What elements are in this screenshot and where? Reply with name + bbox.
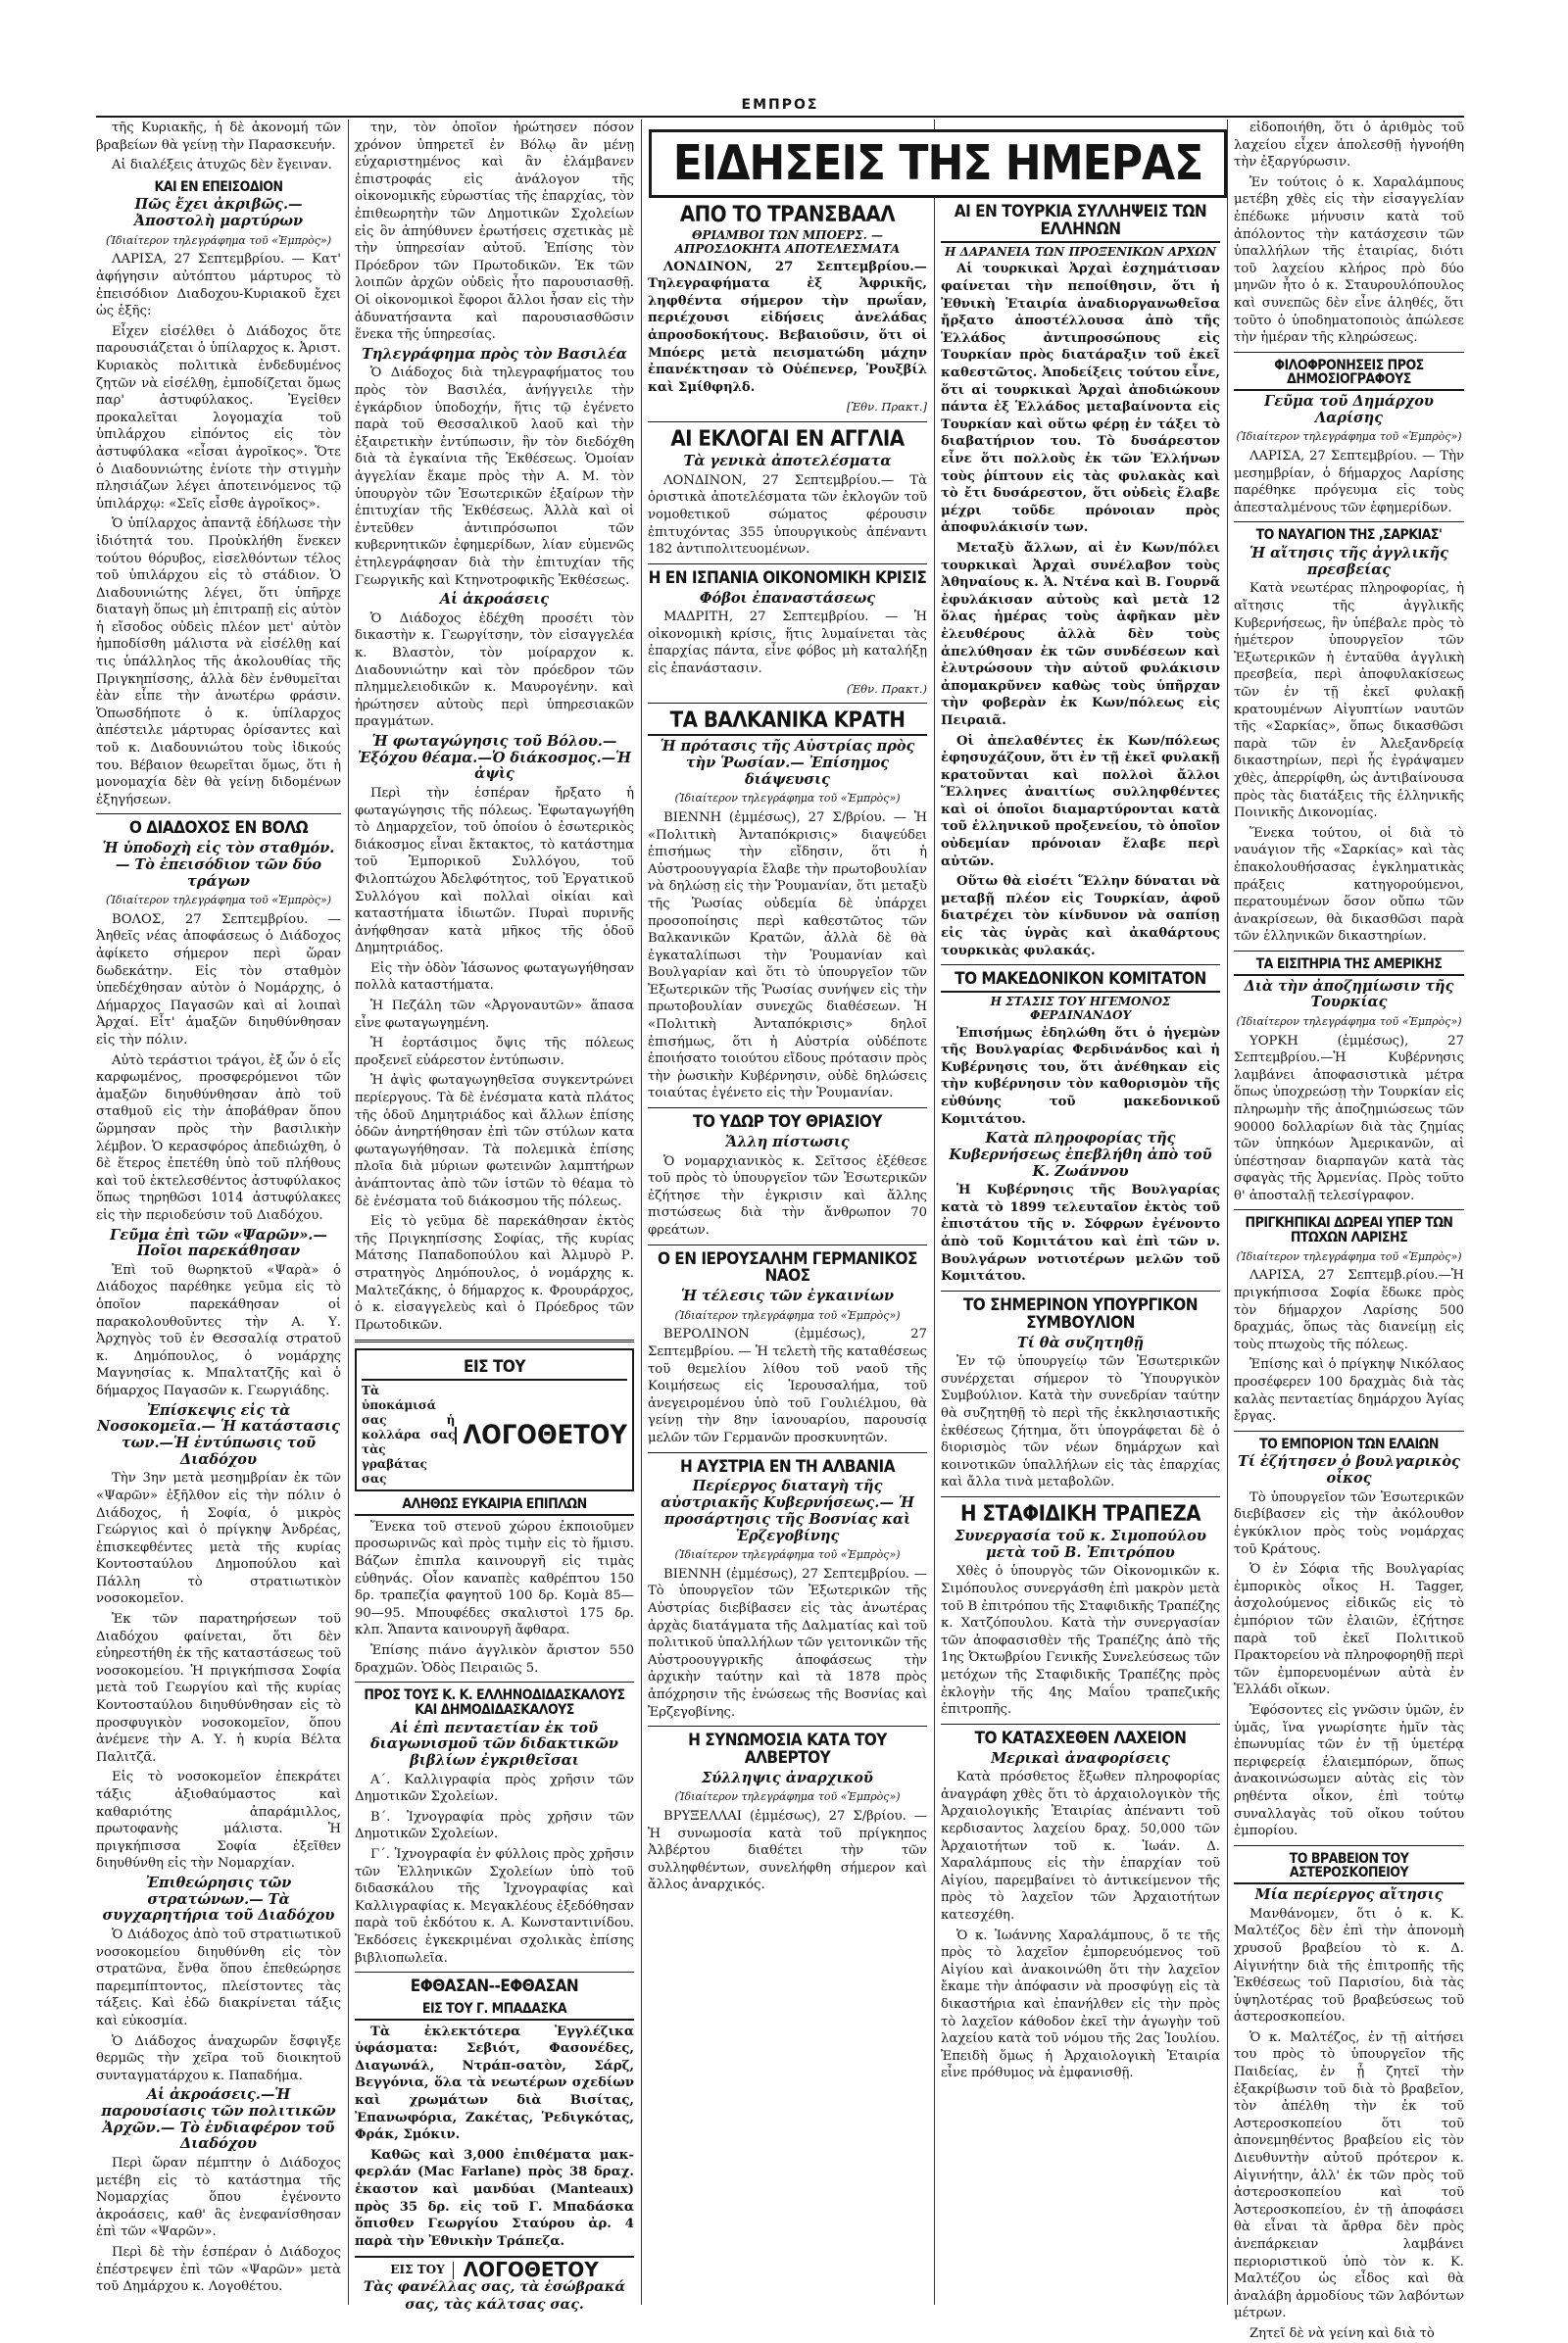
column-5 [1234, 120, 1464, 2341]
source-credit: (Ἐθν. Πρακτ.) [846, 681, 927, 696]
divider [648, 1107, 927, 1108]
headline: ΤΟ ΥΔΩΡ ΤΟΥ ΘΡΙΑΣΙΟΥ [693, 1112, 882, 1133]
subheadline: Η ΣΤΑΣΙΣ ΤΟΥ ΗΓΕΜΟΝΟΣ ΦΕΡΔΙΝΑΝΔΟΥ [990, 995, 1171, 1022]
divider [1234, 1845, 1464, 1846]
paragraph: Ἡ Κυβέρνησις τῆς Βουλγαρίας κατὰ τὸ 1899 τελευταῖον ἐκτὸς τοῦ ἐπιστάτου τῆς ν. Σόφρων ἐγένοντο ἀπὸ τοῦ Κομιτάτου καὶ ἐπὶ τῶν ν. Βουλγάρων νοτιοτέρων μελῶν τοῦ Κομιτάτου. [941, 1183, 1220, 1285]
subheadline: Μερικαὶ ἀναφορίσεις [991, 1749, 1170, 1767]
telegram-credit: (Ἰδιαίτερον τηλεγράφημα τοῦ «Ἐμπρὸς») [1236, 430, 1462, 444]
divider [648, 563, 927, 564]
subheadline: Αἱ ἐπὶ πενταετίαν ἐκ τοῦ διαγωνισμοῦ τῶν διδακτικῶν βιβλίων ἐγκριθεῖσαι [370, 1719, 618, 1769]
paragraph: ΒΡΥΞΕΛΛΑΙ (ἐμμέσως), 27 Σ/βρίου. — Ἡ συνωμοσία κατὰ τοῦ πρίγκηπος Ἀλβέρτου διαθέτει τὴν τῶν συλληφθέντων, συνελήφθη σήμερον καὶ ἄλλος ἀναρχικός. [648, 1809, 927, 1893]
subheadline: Η ΔΑΡΑΝΕΙΑ ΤΩΝ ΠΡΟΞΕΝΙΚΩΝ ΑΡΧΩΝ [945, 244, 1216, 259]
headline: ΤΑ ΕΙΣΙΤΗΡΙΑ ΤΗΣ ΑΜΕΡΙΚΗΣ [1234, 957, 1464, 976]
column-1 [96, 120, 341, 2305]
paragraph: ΛΑΡΙΣΑ, 27 Σεπτεμβρίου. — Κατ' ἀφήγησιν αὐτόπτου μάρτυρος τὸ ἐπεισόδιον Διαδοχου-Κυριακοῦ ἔχει ὡς ἑξῆς: [96, 252, 341, 319]
divider [941, 1291, 1220, 1292]
telegram-credit: (Ἰδιαίτερον τηλεγράφημα τοῦ «Ἐμπρὸς») [674, 1790, 901, 1804]
column-rule [641, 120, 642, 2305]
paragraph: ΒΕΡΟΛΙΝΟΝ (ἐμμέσως), 27 Σεπτεμβρίου. — Ἡ τελετὴ τῆς καταθέσεως τοῦ θεμελίου λίθου τοῦ ναοῦ τῆς Κοιμήσεως εἰς Ἱερουσαλήμα, τοῦ ἀνεγειρομένου ὑπὸ τοῦ Γουλιέλμου, θὰ γείνῃ τὴν 8ην ἰανουαρίου, παρουσίᾳ μελῶν τῶν Γερμανῶν προσκυνητῶν. [648, 1327, 927, 1446]
subheadline: Πῶς ἔχει ἀκριβῶς.—Ἀποστολὴ μαρτύρων [133, 196, 304, 230]
paragraph: Περὶ τὴν ἑσπέραν ἤρξατο ἡ φωταγώγησις τῆς πόλεως. Ἐφωταγωγήθη τὸ Δημαρχεῖον, τοῦ ὁποίου ὁ ἐσωτερικὸς διάκοσμος εἶναι ἔκτακτος, τὸ κατάστημα τοῦ Ἐμπορικοῦ Συλλόγου, τοῦ Φιλοπτώχου Ἀδελφότητος, τοῦ Ἐργατικοῦ Συλλόγου καὶ πολλαὶ οἰκίαι καὶ καταστήματα ἰδιωτῶν. Πυραὶ πυρινῆς ἀνήφθησαν κατὰ μῆκος τῆς ὁδοῦ Δημητριάδος. [355, 785, 634, 956]
column-4 [941, 198, 1220, 2305]
advertisement-logothetou [355, 1348, 634, 1491]
subheadline: Ἡ πρότασις τῆς Αὐστρίας πρὸς τὴν Ῥωσίαν.— Ἐπίσημος διάψευσις [660, 738, 915, 788]
paragraph: Ὁ ὑπίλαρχος ἀπαντᾷ ἐδήλωσε τὴν ἰδιότητά του. Προὐκλήθη ἕνεκεν τούτου θόρυβος, εἰσελθόντων τέλος τοῦ ὑπιλάρχου εἰς τὸ στάδιον. Ὁ Διαδουνιώτης λέγει, ὅτι ὑπῆρχε διαταγὴ ὅπως μὴ ἐπιτραπῇ εἰς αὐτὸν ἡ εἴσοδος οὐδεὶς πλέον μετ' αὐτὸν ἠμποδίσθη μάλιστα νὰ εἰσέλθῃ καί τις ὑπάλληλος τῆς ἀκολουθίας τῆς Πριγκηπίσσης, ἀλλὰ δὲν ἐνθυμεῖται ἐὰν εἶπε τὴν ἀνωτέρω φράσιν. Ὁπωσδήποτε ὁ κ. ὑπίλαρχος ἀπέστειλε μάρτυρας ὁρίσαντες καὶ τοῦ κ. Διαδουνιώτου τοὺς ἰδικούς του. Βέβαιον θεωρεῖται ὅμως, ὅτι ἡ μονομαχία δὲν θὰ γείνῃ διδομένων ἐξηγήσεων. [96, 516, 341, 807]
headline: Η ΣΥΝΩΜΟΣΙΑ ΚΑΤΑ ΤΟΥ ΑΛΒΕΡΤΟΥ [688, 1731, 887, 1768]
paragraph: Ἐπίσης καὶ ὁ πρίγκηψ Νικόλαος προσέφερεν 100 δραχμὰς διὰ τὰς καλὰς πενταετίας δημάρχου Ἀγίας ἔργας. [1234, 1357, 1464, 1425]
paragraph: Γ΄. Ἰχνογραφία ἐν φύλλοις πρὸς χρῆσιν τῶν Ἑλληνικῶν Σχολείων ὑπὸ τοῦ διδασκάλου τῆς Ἰχνογραφίας καὶ Καλλιγραφίας κ. Μεγακλέους ἐξεδόθησαν παρὰ τοῦ ἐκδότου κ. Α. Κωνσταντινίδου. Ἐκδόσεις ἐγκεκριμέναι σχολικὰς ἐπίσης βιβλιοπωλεῖα. [355, 1847, 634, 1966]
subheadline: Περίεργος διαταγὴ τῆς αὐστριακῆς Κυβερνήσεως.— Ἡ προσάρτησις τῆς Βοσνίας καὶ Ἐρζεγοβίνης [661, 1478, 914, 1544]
banner-title: ΕΙΔΗΣΕΙΣ ΤΗΣ ΗΜΕΡΑΣ [672, 135, 1203, 191]
subheadline: Συνεργασία τοῦ κ. Σιμοπούλου μετὰ τοῦ Β. Ἐπιτρόπου [955, 1528, 1206, 1561]
ad-brand: ΛΟΓΟΘΕΤΟΥ [463, 2258, 599, 2282]
subheadline: Τί θὰ συζητηθῇ [1016, 1334, 1145, 1351]
telegram-credit: (Ἰδιαίτερον τηλεγράφημα τοῦ «Ἐμπρὸς») [1236, 1014, 1462, 1028]
subheadline: Φόβοι ἐπαναστάσεως [699, 589, 876, 607]
subheadline: Ἡ ὑποδοχὴ εἰς τὸν σταθμόν.— Τὸ ἐπεισόδιον τῶν δύο τράγων [102, 840, 335, 890]
ad-body [362, 1384, 627, 1487]
paragraph: Ἐπισήμως ἐδηλώθη ὅτι ὁ ἡγεμὼν τῆς Βουλγαρίας Φερδινάνδος καὶ ἡ Κυβέρνησις του, ὅτι ἀνέθηκαν εἰς τὴν κυβέρνησιν τὸν καθορισμὸν τῆς εὐθύνης τοῦ μακεδονικοῦ Κομιτάτου. [941, 1025, 1220, 1127]
paragraph: ΛΑΡΙΣΑ, 27 Σεπτεμβρίου. — Τὴν μεσημβρίαν, ὁ δήμαρχος Λαρίσης παρέθηκε πρόγευμα εἰς τοὺς ἀπεσταλμένους τῶν ἐφημερίδων. [1234, 449, 1464, 515]
telegram-credit: (Ἰδιαίτερον τηλεγράφημα τοῦ «Ἐμπρὸς») [674, 1308, 901, 1322]
paragraph: την, τὸν ὁποῖον ἠρώτησεν πόσον χρόνον ὑπηρετεῖ ἐν Βόλῳ ἂν μένῃ εὐχαριστημένος καὶ ἂν ἐλάμβανεν ἐπιστροφάς εἰς ἀνάλογον τῆς οἰκονομικῆς εὐρωστίας τῆς ἐπαρχίας, τὸν ἐπιθεωρητὴν τῶν Δημοτικῶν Σχολείων εἰς ὃν ἀπηύθυνεν ἐρωτήσεις σχετικὰς μὲ τὴν ὑπηρεσίαν αὐτοῦ. Ἐπίσης τὸν Πρόεδρον τῶν Πρωτοδικῶν. Ἐκ τῶν λοιπῶν ἀρχῶν οὐδεὶς ἦτο παρουσιασθῇ. Οἱ οἰκονομικοὶ ἔφοροι ἄλλοι ἦσαν εἰς τὴν ἀδυνατήσαντα καὶ παρουσιασθῶσιν ἕνεκα τῆς ὑπηρεσίας. [355, 121, 634, 343]
paragraph: τῆς Κυριακῆς, ἡ δὲ ἀκονομή τῶν βραβείων θὰ γείνῃ τὴν Παρασκευήν. [96, 121, 341, 153]
subheadline: Ἡ τέλεσις τῶν ἐγκαινίων [680, 1288, 895, 1305]
subheadline: Ἐπιθεώρησις τῶν στρατώνων.— Τὰ συγχαρητήρια τοῦ Διαδόχου [102, 1874, 335, 1925]
subheadline: Ἄλλη πίστωσις [725, 1133, 850, 1150]
paragraph: Κατὰ νεωτέρας πληροφορίας, ἡ αἴτησις τῆς ἀγγλικῆς Κυβερνήσεως, ἣν ὑπέβαλε πρὸς τὸ ἡμέτερον ὑπουργεῖον τῶν Ἐξωτερικῶν ἡ ἐνταῦθα ἀγγλικὴ πρεσβεία, περὶ ἀποφυλακίσεως τῶν ἐν τῇ ἐκεῖ φυλακῇ κρατουμένων Αἰγυπτίων ναυτῶν τῆς «Σαρκίας», ὅπως δικασθῶσι παρὰ τῶν ἐν Ἀλεξανδρείᾳ δικαστηρίων, περὶ ἧς ἐγράψαμεν χθὲς, ἀπερρίφθη, ὡς ἀντιβαίνουσα πρὸς τὰς διατάξεις τῆς ἑλληνικῆς Ποινικῆς Δικονομίας. [1234, 581, 1464, 821]
subheadline: Γεῦμα τοῦ Δημάρχου Λαρίσης [1263, 393, 1434, 426]
subheadline: Διὰ τὴν ἀποζημίωσιν τῆς Τουρκίας [1244, 977, 1454, 1011]
headline: ΤΟ ΜΑΚΕΔΟΝΙΚΟΝ ΚΟΜΙΤΑΤΟΝ [941, 971, 1220, 993]
telegram-credit: (Ἰδιαίτερον τηλεγράφημα τοῦ «Ἐμπρὸς») [105, 894, 331, 907]
paragraph: ΥΟΡΚΗ (ἐμμέσως), 27 Σεπτεμβρίου.—Ἡ Κυβέρνησις λαμβάνει ἀποφασιστικὰ μέτρα ὅπως ὑποχρεώσῃ τὴν Τουρκίαν εἰς πληρωμὴν τῆς ἀποζημιώσεως τῶν 90000 δολλαρίων διὰ τὰς ζημίας τῶν ὑπηκόων Ἀμερικανῶν, αἱ ὑπέστησαν διαρπαγῶν κατὰ τὰς σφαγὰς τῆς Ἀρμενίας. Πρὸς τοῦτο θ' ἀποσταλῇ τελεσίγραφον. [1234, 1033, 1464, 1203]
paragraph: Τὸ ὑπουργεῖον τῶν Ἐσωτερικῶν διεβίβασεν εἰς τὴν ἀκόλουθον ἐγκύκλιον πρὸς τοὺς νομάρχας τοῦ Κράτους. [1234, 1489, 1464, 1557]
paragraph: Ἐν τῷ ὑπουργείῳ τῶν Ἐσωτερικῶν συνέρχεται σήμερον τὸ Ὑπουργικὸν Συμβούλιον. Κατὰ τὴν συνεδρίαν ταύτην θὰ συζητηθῇ τὸ περὶ τῆς ἐκκλησιαστικῆς ἐκθέσεως ζήτημα, ὅτι ὑπογράφεται δὲ ὁ διορισμὸς τῶν νέων δημάρχων καὶ κοινοτικῶν ὑπαλλήλων εἰς τὰς ἐπαρχίας καὶ ἄλλα τινὰ μεταβολῶν. [941, 1354, 1220, 1490]
paragraph: Ὁ Διάδοχος ἀπὸ τοῦ στρατιωτικοῦ νοσοκομείου διηυθύνθη εἰς τὸν στρατῶνα, ἔνθα ὅπου ἐπεθεώρησε παρεμπίπτοντος, πλείστοντες τὰς τάξεις. Καὶ ἐδῶ διακρίνεται τάξις καὶ εὐκοσμία. [96, 1928, 341, 2028]
column-rule [348, 120, 349, 2305]
subheadline: Τί ἐζήτησεν ὁ βουλγαρικὸς οἶκος [1238, 1453, 1460, 1488]
paragraph: Ἕνεκα τούτου, οἱ διὰ τὸ ναυάγιον τῆς «Σαρκίας» καὶ τὰς ἐπακολουθήσασας ἐγκληματικὰς πράξεις κατηγορούμενοι, περατουμένων ὅσον οὔπω τῶν ἀνακρίσεων, θὰ δικασθῶσι παρὰ τῶν ἑλληνικῶν δικαστηρίων. [1234, 825, 1464, 945]
subheadline: ΘΡΙΑΜΒΟΙ ΤΩΝ ΜΠΟΕΡΣ. — ΑΠΡΟΣΔΟΚΗΤΑ ΑΠΟΤΕΛΕΣΜΑΤΑ [674, 228, 901, 256]
paragraph: Ὁ κ. Μαλτέζος, ἐν τῇ αἰτήσει του πρὸς τὸ ὑπουργεῖον τῆς Παιδείας, ἐν ᾗ ζητεῖ τὴν ἐξακρίβωσιν τοῦ διὰ τὸ βραβεῖον, τὸν ἀπέλθη τὴν ἐκ τοῦ Αστεροσκοπείου ὅτι τοῦ ἀπονεμηθέντος βραβείου εἰς τὸν Διευθυντὴν αὐτοῦ πρότερον κ. Αἰγινήτην, ἀλλ' ἐκ τῶν πρὸς τοῦ ἀστεροσκοπείου καὶ τοῦ Ἀστεροσκοπείου, ἐν τῇ ἀποφάσει θὰ εἶναι τὰ ἄρθρα δὲν πρὸς ἀνεπάρκειαν λαμβάνει περιοριστικοῦ ὑπὸ τὸν κ. Κ. Μαλτέζου ὡς εἶδος καὶ θὰ ἀναλάβη ἀρμοδίους τῶν λαβόντων μέτρων. [1234, 2029, 1464, 2321]
telegram-credit: (Ἰδιαίτερον τηλεγράφημα τοῦ «Ἐμπρὸς») [1236, 1249, 1462, 1263]
telegram-credit: (Ἰδιαίτερον τηλεγράφημα τοῦ «Ἐμπρὸς») [105, 233, 331, 247]
subheadline: Αἱ ἀκροάσεις.—Ἡ παρουσίασις τῶν πολιτικῶν Ἀρχῶν.— Τὸ ἐνδιαφέρον τοῦ Διαδόχου [101, 2086, 336, 2153]
divider [1234, 1209, 1464, 1210]
paragraph: Αἱ διαλέξεις ἀτυχῶς δὲν ἔγειναν. [112, 158, 332, 173]
paragraph: ΒΙΕΝΝΗ (ἐμμέσως), 27 Σ/βρίου. — Ἡ «Πολιτικὴ Ἀνταπόκρισις» διαψεύδει ἐπισήμως τὴν εἴδησιν, ὅτι ἡ Αὐστροουγγαρία ἔλαβε τὴν πρωτοβουλίαν νὰ δηλώσῃ εἰς τὴν Ῥουμανίαν, ὅτι μεταξὺ τῆς Ῥωσίας οὐδεμία δὲ ὑπάρχει προσοποίησις περὶ καθεστῶτος τῶν Βαλκανικῶν Κρατῶν, ἀλλὰ δὲ θὰ ἐγκαταλίπωσι τὴν Ῥουμανίαν καὶ Βουλγαρίαν καὶ ὅτι τὸ ὑπουργεῖον τῶν Ἐξωτερικῶν τῆς Ῥωσίας συνήψεν εἰς τὴν πρωτοβουλίαν συνεχῶς διαθέσεων. Ἡ «Πολιτικὴ Ἀνταπόκρισις» δηλοῖ ἐπισήμως, ὅτι ἡ Αὐστρία οὐδέποτε ἐποιήσατο τοιούτου εἴδους πρότασιν πρὸς τὴν ῥωσικὴν Κυβέρνησιν, οὐδὲ δηλώσεις τοιαύτας ἐγένετο εἰς τὴν Ῥουμανίαν. [648, 809, 927, 1101]
headline: Η ΕΝ ΙΣΠΑΝΙΑ ΟΙΚΟΝΟΜΙΚΗ ΚΡΙΣΙΣ [648, 567, 927, 588]
paragraph: Οἱ ἀπελαθέντες ἐκ Κων/πόλεως ἐφησυχάζουν, ὅτι ἐν τῇ ἐκεῖ φυλακῇ κρατοῦνται καὶ πολλοὶ ἄλλοι Ἕλληνες ἀναιτίως συλληφθέντες καὶ οἱ ὁποῖοι διαμαρτύρονται κατὰ τοῦ ἑλληνικοῦ προξενείου, τὸ ὁποῖον οὐδεμίαν πρόνοιαν ἔλαβε περὶ αὐτῶν. [941, 733, 1220, 869]
paragraph: Τὰ ἐκλεκτότερα Ἐγγλέζικα ὑφάσματα: Σεβιότ, Φασονέδες, Διαγωνάλ, Ντράπ-σατὸν, Σάρζ, Βεγγόνια, ὅλα τὰ νεωτέρων σχεδίων καὶ χρωμάτων διὰ Βισίτας, Ἐπανωφόρια, Ζακέτας, Ῥεδιγκότας, Φράκ, Σμόκιν. [355, 2024, 634, 2143]
divider [941, 964, 1220, 965]
source-credit: [Ἐθν. Πρακτ.] [846, 400, 927, 415]
divider [355, 1340, 634, 1342]
divider [941, 1724, 1220, 1725]
headline: ΠΡΙΓΚΗΠΙΚΑΙ ΔΩΡΕΑΙ ΥΠΕΡ ΤΩΝ ΠΤΩΧΩΝ ΛΑΡΙΣΗΣ [1245, 1215, 1453, 1246]
section-banner [649, 129, 1227, 198]
paragraph: Εἰς τὸ νοσοκομεῖον ἐπεκράτει τάξις ἀξιοθαύμαστος καὶ καθαριότης ἀπαράμιλλος, πρωτοφανὴς μάλιστα. Ἡ πριγκήπισσα Σοφία ἐξεῖθεν διηυθύνθη εἰς τὴν Νομαρχίαν. [96, 1770, 341, 1872]
paragraph: Αἱ τουρκικαὶ Ἀρχαὶ ἐσχημάτισαν φαίνεται τὴν πεποίθησιν, ὅτι ἡ Ἐθνικὴ Ἑταιρία ἀναδιοργανωθεῖσα ἤρξατο ἀποστέλλουσα ἀπὸ τῆς Ἑλλάδος ἀντιπροσώπους εἰς Τουρκίαν πρὸς διατάραξιν τοῦ ἐκεῖ καθεστῶτος. Ἀποδείξεις τούτου εἶνε, ὅτι αἱ τουρκικαὶ Ἀρχαὶ ἀποδιώκουν πάντα ἐξ Ἑλλάδος μεταβαίνοντα εἰς Τουρκίαν καὶ οὕτω φέρῃ ἐν τάξει τὸ διαβατήριον του. Τὸ δυσάρεστον εἶνε ὅτι πολλοὺς ἐκ τῶν Ἑλλήνων τοὺς ῥίπτουν εἰς τὰς φυλακὰς καὶ τὸ ἔτι δυσάρεστον, ὅτι οὐδεὶς ἔλαβε μέχρι τοῦδε πρόνοιαν πρὸς ἀποφυλάκισίν των. [941, 262, 1220, 536]
divider [355, 1682, 634, 1683]
headline: ΕΦΘΑΣΑΝ--ΕΦΘΑΣΑΝ [410, 1977, 579, 1997]
headline: ΤΟ ΕΜΠΟΡΙΟΝ ΤΩΝ ΕΛΑΙΩΝ [1259, 1436, 1439, 1452]
column-2 [355, 120, 634, 2313]
headline: ΤΑ ΒΑΛΚΑΝΙΚΑ ΚΡΑΤΗ [648, 709, 927, 736]
paragraph: Χθὲς ὁ ὑπουργὸς τῶν Οἰκονομικῶν κ. Σιμόπουλος συνεργάσθη ἐπὶ μακρὸν μετὰ τοῦ Β ἐπιτρόπου τῆς Σταφιδικῆς Τραπέζης κ. Χατζόπουλου. Κατὰ τὴν συνεργασίαν τῶν ἀποφασισθὲν τῆς Τραπέζης ἀπὸ τῆς 1ης Ὀκτωβρίου Γενικῆς Συνελεύσεως τῶν μετόχων τῆς Σταφιδικῆς Τραπέζης πρὸς ἐκλογὴν τῆς 4ης Μαΐου τραπεζικῆς ἐπιτροπῆς. [941, 1564, 1220, 1718]
paragraph: Ὁ Διάδοχος ἐδέχθη προσέτι τὸν δικαστὴν κ. Γεωργίτσην, τὸν εἰσαγγελέα κ. Βλαστὸν, τὸν μοίραρχον κ. Διαδουνιώτην καὶ τὸν πρόεδρον τῶν πλημμελειοδικῶν κ. Μαυρογένην. καὶ ἠρώτησεν αὐτοὺς περὶ ὑπηρεσιακῶν πραγμάτων. [355, 610, 634, 730]
ad-text: Τὰ ὑποκάμισά σας ἡ κολλάρα σας τὰς γραβάτας σας [362, 1384, 456, 1487]
paragraph: Ἐν τούτοις ὁ κ. Χαραλάμπους μετέβη χθὲς εἰς τὴν εἰσαγγελίαν ἐπέδωκε μήνυσιν κατὰ τοῦ ἀπόλοντος τὴν κατάσχεσιν τῶν ὑπαλλήλων τῆς ἑταιρίας, διότι τοῦ λαχείου κλήρος πρὸ δύο μηνῶν ἦτο ὁ κ. Σταυρουλόπουλος καὶ συνεπῶς δὲν εἶνε ἀληθές, ὅτι τοῦτο ὁ ὑποδηματοποιὸς ἀπώλεσε τὴν ἡμέραν τῆς κληρώσεως. [1234, 174, 1464, 346]
paragraph: ΛΑΡΙΣΑ, 27 Σεπτεμβ.ρίου.—Ἡ πριγκήπισσα Σοφία ἔδωκε πρὸς τὸν δήμαρχον Λαρίσης 500 δραχμάς, ὅπως τὰς διανείμῃ εἰς τοὺς πτωχοὺς τῆς πόλεως. [1234, 1268, 1464, 1352]
headline: ΑΙ ΕΝ ΤΟΥΡΚΙΑ ΣΥΛΛΗΨΕΙΣ ΤΩΝ ΕΛΛΗΝΩΝ [941, 204, 1220, 243]
headline: Η ΑΥΣΤΡΙΑ ΕΝ ΤΗ ΑΛΒΑΝΙΑ [679, 1456, 896, 1477]
divider [96, 813, 341, 814]
paragraph: Εἰς τὴν ὁδὸν Ἰάσωνος φωταγωγήθησαν πολλὰ καταστήματα. [355, 960, 634, 994]
paragraph: Ὁ νομαρχιανικὸς κ. Σεῖτσος ἐξέθεσε τοῦ πρὸς τὸ ὑπουργεῖον τῶν Ἐσωτερικῶν ἐζήτησε τὴν ἐγκρισιν καὶ ἄλλης πιστώσεως διὰ τὴν ἄνθρωπον 70 φρεάτων. [648, 1153, 927, 1238]
subheadline: Γεῦμα ἐπὶ τῶν «Ψαρῶν».— Ποῖοι παρεκάθησαν [110, 1226, 327, 1260]
column-3 [648, 198, 927, 2305]
paragraph: Ὁ κ. Ἰωάννης Χαραλάμπους, ὅ τε τῆς πρὸς τὸ λαχεῖον ἐμπορευόμενος τοῦ Αἰγίου καὶ ἀνακοινώθη ὅτι τὴν λαχεῖον ἔκαμε τὴν ἀπόφασιν νὰ προσφύγῃ εἰς τὰ δικαστήρια καὶ ἐπανήλθεν εἰς τὴν πρὸς τὸ λαχεῖον κάθοδον ἐκεῖ τὴν ἀγωγὴν τοῦ λαχείου κατὰ τοῦ νόμου τῆς 2ας Ἰουλίου. Ἐπειδὴ ὅμως ἡ Ἀρχαιολογικὴ Ἑταιρία εἶνε πρόθυμος νὰ ἐμφανισθῇ. [941, 1928, 1220, 2081]
ad-heading: ΕΙΣ ΤΟΥ [362, 1359, 627, 1381]
headline: Η ΣΤΑΦΙΔΙΚΗ ΤΡΑΠΕΖΑ [959, 1501, 1201, 1527]
subheadline: Μία περίεργος αἴτησις [1254, 1886, 1444, 1904]
divider [648, 1452, 927, 1453]
paragraph: Ὁ ἐν Σόφια τῆς Βουλγαρίας ἐμπορικὸς οἶκος Η. Tagger, ἀσχολούμενος εἰδικῶς εἰς τὸ ἐμπόριον τῶν ἐλαιῶν, ἐζήτησε παρὰ τοῦ ἐκεῖ Πολιτικοῦ Πρακτορείου νὰ πληροφορηθῇ περὶ τῶν ἐμπορευομένων αὐτὰ ἐν Ἑλλάδι οἴκων. [1234, 1562, 1464, 1698]
ad-prefix: ΕΙΣ ΤΟΥ [390, 2262, 453, 2279]
paragraph: Ἡ ἑορτάσιμος ὄψις τῆς πόλεως προξενεῖ εὐάρεστον ἐντύπωσιν. [355, 1036, 634, 1068]
paragraph: Αὐτὸ τεράστιοι τράγοι, ἐξ ὧν ὁ εἷς καρφωμένος, προσφερόμενοι τῶν ἁμαξῶν διηυθύνθησαν ἀπὸ τοῦ σταθμοῦ εἰς τὴν ἀποβάθραν ὅπου ὥρμησαν πρὸς τὴν βασιλικὴν λέμβον. Ὁ κερασφόρος ἀπεδιώχθη, ὁ δὲ ἕτερος ἐπετέθη ὑπὸ τοῦ πλήθους καὶ τοῦ ἐκτελεσθέντος ἀστυφύλακος ὅπως τηρηθῶσι 1014 ἀστυφύλακες εἰς τὴν περιοδεύσιν τοῦ Διαδόχου. [96, 1052, 341, 1223]
paragraph: Ἕνεκα τοῦ στενοῦ χώρου ἐκποιοῦμεν προσωρινῶς καὶ πρὸς τιμὴν εἰς τὸ ἥμισυ. Βάζων ἐπιπλα καινουργῆ εἰς τιμὰς εὐθηνάς. Οἶον καναπὲς καθρέπτου 150 δρ. τραπεζία φαγητοῦ 100 δρ. Κομὰ 85—90—95. Μπουφέδες σκαλιστοὶ 175 δρ. κλπ. Ἅπαντα καινουργῆ ἄφθαρα. [355, 1519, 634, 1638]
paragraph: Ἐκ τῶν παρατηρήσεων τοῦ Διαδόχου φαίνεται, ὅτι δὲν εὐηρεστήθη ἐκ τῆς καταστάσεως τοῦ νοσοκομείου. Ἡ πριγκήπισσα Σοφία μετὰ τοῦ Γεωργίου καὶ τῆς κυρίας Κοντοσταύλου διηυθύνθησαν εἰς τὸ προσφυγικὸν νοσοκομεῖον, ὅπου ἀνέμενε τὴν Α. Υ. ἡ κυρία Βέλτα Παλιτζᾶ. [96, 1612, 341, 1765]
paragraph: Κατὰ πρόσθετος ἔξωθεν πληροφορίας ἀναγράφη χθὲς ὅτι τὸ ἀρχαιολογικὸν τῆς Ἀρχαιολογικῆς Ἑταιρίας ἀπέναντι τοῦ κερδισαντος λαχείου δραχ. 50,000 τῶν Ἀρχαιοτήτων τοῦ κ. Ἰωάν. Δ. Χαραλάμπους εἰς τὴν ἐπαρχίαν τοῦ Αἰγίου, παρεμβαίνει τὸ ἀντικείμενον τῆς πρὸς τὸ λαχεῖον τῶν Ἀρχαιοτήτων κατεσχέθη. [941, 1770, 1220, 1923]
paragraph: ΛΟΝΔΙΝΟΝ, 27 Σεπτεμβρίου.— Τὰ ὁριστικὰ ἀποτελέσματα τῶν ἐκλογῶν τοῦ νομοθετικοῦ σώματος φέρουσιν ἐπιτυχόντας 355 ὑπουργικοὺς ἀπέναντι 182 ἀντιπολιτευομένων. [648, 472, 927, 558]
divider [355, 1972, 634, 1973]
paragraph: Τὴν 3ην μετὰ μεσημβρίαν ἐκ τῶν «Ψαρῶν» ἐξῆλθον εἰς τὴν πόλιν ὁ Διάδοχος, ἡ Σοφία, ὁ μικρὸς Γεώργιος καὶ ὁ πρίγκηψ Ἀνδρέας, ἐπισκεφθέντες μετὰ τῆς κυρίας Κοντοσταύλου Δημοπούλου καὶ Πάλλη τὸ στρατιωτικὸν νοσοκομεῖον. [96, 1471, 341, 1607]
headline: ΤΟ ΚΑΤΑΣΧΕΘΕΝ ΛΑΧΕΙΟΝ [974, 1728, 1187, 1748]
paragraph: Ὁ Διάδοχος ἀναχωρῶν ἔσφιγξε θερμῶς τὴν χεῖρα τοῦ διοικητοῦ συνταγματάρχου κ. Παπαδήμα. [96, 2033, 341, 2083]
headline: ΠΡΟΣ ΤΟΥΣ Κ. Κ. ΕΛΛΗΝΟΔΙΔΑΣΚΑΛΟΥΣ ΚΑΙ ΔΗΜΟΔΙΔΑΣΚΑΛΟΥΣ [364, 1687, 625, 1718]
divider [1234, 951, 1464, 952]
paragraph: Μανθάνομεν, ὅτι ὁ κ. Κ. Μαλτέζος δὲν ἐπὶ τὴν ἀπονομὴ χρυσοῦ βραβείου τὸ κ. Δ. Αἰγινήτην διὰ τῆς ἐπιτροπῆς τῆς Ἐκθέσεως τοῦ Παρισίου, διὰ τὰς ὑψηλοτέρας τοῦ βραβεύσεως τοῦ ἀστεροσκοπείου. [1234, 1906, 1464, 2026]
masthead-title: ΕΜΠΡΟΣ [741, 97, 819, 113]
subheadline: Τηλεγράφημα πρὸς τὸν Βασιλέα [362, 345, 627, 363]
divider [1234, 1431, 1464, 1432]
telegram-credit: (Ἰδιαίτερον τηλεγράφημα τοῦ «Ἐμπρὸς») [674, 1548, 901, 1562]
column-rule [934, 120, 935, 2305]
paragraph: Εἶχεν εἰσέλθει ὁ Διάδοχος ὅτε παρουσιάζεται ὁ ὑπίλαρχος κ. Ἀριστ. Κυριακὸς πολιτικὰ ἐνδεδυμένος ζητῶν νὰ εἰσέλθῃ, ἐμποδίζεται ὅμως παρ' ἀστυφύλακος. Ἐγεἰθεν προκαλεῖται λογομαχία τοῦ ὑπιλάρχου εἰπόντος εἰς τὸν ἀστυφύλακα «εἶσαι ἀγροῖκος». Ὅτε ὁ Διαδουνιώτης ἐνίοτε τὴν στιγμὴν πλησιάζων λέγει ἀποτεινόμενος τῷ ὑπιλάρχῳ: «Σεῖς εἶσθε ἀγροῖκος». [96, 323, 341, 512]
subheadline: Τὰ γενικὰ ἀποτελέσματα [683, 453, 892, 470]
headline: ΚΑΙ ΕΝ ΕΠΕΙΣΟΔΙΟΝ [154, 178, 283, 195]
paragraph: Περὶ ὥραν πέμπτην ὁ Διάδοχος μετέβη εἰς τὸ κατάστημα τῆς Νομαρχίας ὅπου ἐγένοντο ἀκροάσεις, καθ' ἃς ἐνεφανίσθησαν ἐπὶ τῶν «Ψαρῶν». [96, 2156, 341, 2240]
subheadline: Ἡ φωταγώγησις τοῦ Βόλου.— Ἐξόχου θέαμα.—Ὁ διάκοσμος.—Ἡ ἀψὶς [357, 732, 632, 783]
divider [648, 421, 927, 422]
paragraph: Καθῶς καὶ 3,000 ἐπιθέματα μακ-φερλάν (Mac Farlane) πρὸς 38 δραχ. ἑκαστον καὶ μανδύαι (Manteaux) πρὸς 35 δρ. εἰς τοῦ Γ. Μπαδάσκα ὅπισθεν Γεωργίου Σταύρου ἀρ. 4 παρὰ τὴν Ἐθνικὴν Τράπεζα. [355, 2147, 634, 2249]
paragraph: Περὶ δὲ τὴν ἑσπέραν ὁ Διάδοχος ἐπέστρεψεν ἐπὶ τῶν «Ψαρῶν» μετὰ τοῦ Δημάρχου κ. Λογοθέτου. [96, 2245, 341, 2295]
paragraph: Ἐπὶ τοῦ θωρηκτοῦ «Ψαρὰ» ὁ Διάδοχος παρέθηκε γεῦμα εἰς τὸ ὁποῖον παρεκάθησαν οἱ παρακολουθοῦντες τὴν Α. Υ. Ἀρχηγὸς τοῦ ἐν Θεσσαλίᾳ στρατοῦ κ. Δημόπουλος, ὁ νομάρχης Μαγνησίας κ. Μπαλτατζῆς καὶ ὁ δήμαρχος Παγασῶν κ. Γεωργιάδης. [96, 1262, 341, 1399]
headline: ΤΟ ΝΑΥΑΓΙΟΝ ΤΗΣ ,ΣΑΡΚΙΑΣ' [1255, 527, 1443, 544]
paragraph: Ἐφόσοντες εἰς γνῶσιν ὑμῶν, ἐν ὑμᾶς, ἵνα γνωρίσητε ἡμῖν τὰς ἐπωνυμίας τῶν ἐν τῇ ὑμετέρᾳ περιφερείᾳ ἐλαιεμπόρων, ὅπως ἀνακοινώσωμεν αὐτὰς εἰς τὸν ρηθέντα οἶκον, ἐπὶ τούτῳ συναλλαγὰς τοῦ οἴκου τούτου ἐμπορίου. [1234, 1702, 1464, 1839]
paragraph: Β΄. Ἰχνογραφία πρὸς χρῆσιν τῶν Δημοτικῶν Σχολείων. [355, 1809, 634, 1842]
divider [1234, 521, 1464, 522]
subheadline: Κατὰ πληροφορίας τῆς Κυβερνήσεως ἐπεβλήθη ἀπὸ τοῦ Κ. Ζωάννου [949, 1130, 1212, 1180]
subheadline: Ἐπίσκεψις εἰς τὰ Νοσοκομεῖα.— Ἡ κατάστασις των.—Ἡ ἐντύπωσις τοῦ Διαδόχου [96, 1401, 341, 1468]
paragraph: Μεταξὺ ἄλλων, αἱ ἐν Κων/πόλει τουρκικαὶ Ἀρχαὶ συνέλαβον τοὺς Ἀθηναίους κ. Ἀ. Ντένα καὶ Β. Γουρνᾶ ἐφυλάκισαν αὐτοὺς καὶ μετὰ 12 ὅλας ἡμέρας τοὺς ἀφῆκαν μὲν ἐλευθέρους ἀλλὰ δὲν τοὺς ἀπελύθησαν ἐκ τῶν συνδέσεων καὶ ἐλυτρώσουν τὴν αὐτοῦ φυλάκισιν ἀπομακρῦνεν καθὼς τοὺς ὑπῆρχαν τὴν φοβερὰν ἐκ Κων/πόλεως εἰς Πειραιᾶ. [941, 540, 1220, 728]
ad-text: Τὰς φανέλλας σας, τὰ ἐσώβρακά σας, τὰς κάλτσας σας. [363, 2279, 626, 2313]
headline: Ο ΕΝ ΙΕΡΟΥΣΑΛΗΜ ΓΕΡΜΑΝΙΚΟΣ ΝΑΟΣ [657, 1248, 918, 1287]
subheadline: Ἡ αἴτησις τῆς ἀγγλικῆς πρεσβείας [1250, 545, 1448, 578]
paragraph: Ζητεῖ δὲ νὰ γείνη καὶ διὰ τὸ [1250, 2325, 1435, 2341]
headline: ΑΙ ΕΚΛΟΓΑΙ ΕΝ ΑΓΓΛΙΑ [670, 427, 905, 453]
divider [1234, 352, 1464, 353]
paragraph: ΛΟΝΔΙΝΟΝ, 27 Σεπτεμβρίου.— Τηλεγραφήματα ἐξ Ἀφρικῆς, ληφθέντα σήμερον τὴν πρωΐαν, περιέχουσι εἰδήσεις ἀνελάδας ἀπροσδοκήτους. Βεβαιοῦσιν, ὅτι οἱ Μπόερς μετὰ πεισματώδη μάχην ἐπανέκτησαν τὸ Οὐέπενερ, Ῥουξβίλ καὶ Σμίθφηλδ. [648, 259, 927, 395]
paragraph: Ὁ Διάδοχος διὰ τηλεγραφήματος του πρὸς τὸν Βασιλέα, ἀνήγγειλε τὴν ἐγκάρδιον ὑποδοχήν, ἥτις τῷ ἐγένετο παρὰ τοῦ Θεσσαλικοῦ λαοῦ καὶ τὴν ἐξαιρετικὴν ἐντύπωσιν, ἣν τὸν διεδόχθη διὰ τὰ ἐγκαίνια τῆς Ἐκθέσεως. Ὁμοίαν ἀγγελίαν ἔκαμε πρὸς τὴν Α. Μ. τὸν ὑπουργὸν τῶν Ἐσωτερικῶν ἐξαίρων τὴν ἐπιτυχίαν τῆς Ἐκθέσεως. Ἀλλὰ καὶ οἱ ἐντεῦθεν ἀντιπρόσωποι τῶν κυβερνητικῶν ἐφημερίδων, λίαν εὐμενῶς ἐτηλεγράφησαν διὰ τὴν ἐπιτυχίαν τῆς Γεωργικῆς καὶ Κτηνοτροφικῆς Ἐκθέσεως. [355, 366, 634, 588]
paragraph: Ἡ Πεζάλη τῶν «Ἀργοναυτῶν» ἅπασα εἶνε φωταγωγημένη. [355, 999, 634, 1031]
ad-brand: ΛΟΓΟΘΕΤΟΥ [455, 1427, 627, 1444]
paragraph: ΜΑΔΡΙΤΗ, 27 Σεπτεμβρίου. — Ἡ οἰκονομικὴ κρίσις, ἥτις λυμαίνεται τὰς ἐπαρχίας πάντα, εἶνε φόβος μὴ καταλήξῃ εἰς ἐπανάστασιν. [648, 610, 927, 677]
paragraph: ΒΟΛΟΣ, 27 Σεπτεμβρίου. — Ἀηθεῖς νέας ἀποφάσεως ὁ Διάδοχος ἀφίκετο σήμερον περὶ ὥραν δωδεκάτην. Εἰς τὸν σταθμὸν ὑπεδέχθησαν αὐτὸν ὁ Νομάρχης, ὁ Δήμαρχος Παγασῶν καὶ αἱ λοιπαὶ Ἀρχαί. Εἶτ' ἁμαξῶν διηυθύνθησαν εἰς τὴν πόλιν. [96, 911, 341, 1049]
column-rule [1227, 120, 1228, 2305]
paragraph: Α΄. Καλλιγραφία πρὸς χρῆσιν τῶν Δημοτικῶν Σχολείων. [355, 1772, 634, 1805]
headline: Ο ΔΙΑΔΟΧΟΣ ΕΝ ΒΟΛΩ [128, 818, 309, 839]
masthead [96, 94, 1464, 118]
paragraph: Ἐπίσης πιάνο ἀγγλικὸν ἄριστον 550 δραχμῶν. Ὁδὸς Πειραιῶς 5. [355, 1643, 634, 1676]
paragraph: Οὕτω θὰ εἰσέτι Ἕλλην δύναται νὰ μεταβῇ πλέον εἰς Τουρκίαν, ἀφοῦ διατρέχει τὸν κίνδυνον νὰ σαπίσῃ εἰς τὰς ὑγρὰς καὶ ἀκαθάρτους τουρκικὰς φυλακάς. [941, 874, 1220, 958]
paragraph: εἰδοποιήθη, ὅτι ὁ ἀριθμὸς τοῦ λαχείου εἶχεν ἀπολεσθῇ ἠγνοήθη τὴν ἐξαργύρωσιν. [1234, 121, 1464, 171]
headline: ΤΟ ΣΗΜΕΡΙΝΟΝ ΥΠΟΥΡΓΙΚΟΝ ΣΥΜΒΟΥΛΙΟΝ [962, 1294, 1199, 1333]
advertisement-logothetou-footer [355, 2256, 634, 2282]
subheadline: Σύλληψις ἀναρχικοῦ [702, 1769, 873, 1786]
divider [648, 703, 927, 704]
paragraph: Ἡ ἀψὶς φωταγωγηθεῖσα συγκεντρώνει περίεργους. Τὰ δὲ ἐνέσματα κατὰ πλάτος τῆς ὁδοῦ Δημητριάδος καὶ ἄλλων ἐπίσης ὁδῶν ἀνηρτήθησαν ἐπὶ τῶν στύλων κατα φωταγωγήθησαν. Τὰ πολεμικὰ ἐπίσης πλοῖα διὰ μύριων φωτεινῶν λαμπτήρων ἀνάπτοντας ἀπὸ τῶν ἱστῶν τὸ θέαμα τὸ δὲ ἐνέσματα τοῦ διάκοσμου τῆς πόλεως. [355, 1073, 634, 1209]
divider [648, 1726, 927, 1727]
divider [941, 1496, 1220, 1497]
headline: ΤΟ ΒΡΑΒΕΙΟΝ ΤΟΥ ΑΣΤΕΡΟΣΚΟΠΕΙΟΥ [1234, 1852, 1464, 1884]
headline: ΑΛΗΘΩΣ ΕΥΚΑΙΡΙΑ ΕΠΙΠΛΩΝ [355, 1497, 634, 1516]
subheadline: Αἱ ἀκροάσεις [439, 591, 550, 609]
headline: ΦΙΛΟΦΡΟΝΗΣΕΙΣ ΠΡΟΣ ΔΗΜΟΣΙΟΓΡΑΦΟΥΣ [1234, 359, 1464, 391]
paragraph: Εἰς τὸ γεῦμα δὲ παρεκάθησαν ἐκτὸς τῆς Πριγκηπίσσης Σοφίας, τῆς κυρίας Μάτσης Παπαδοπούλου καὶ Ἀλμυρὸ Ρ. στρατηγὸς Δημόπουλος, ὁ νομάρχης κ. Μαλτεζάκης, ὁ δήμαρχος κ. Φρουράρχος, ὁ κ. εἰσαγγελεὺς καὶ ὁ Πρόεδρος τῶν Πρωτοδικῶν. [355, 1214, 634, 1333]
headline: ΕΙΣ ΤΟΥ Γ. ΜΠΑΔΑΣΚΑ [355, 2002, 634, 2021]
paragraph: ΒΙΕΝΝΗ (ἐμμέσως), 27 Σεπτεμβρίου. —Τὸ ὑπουργεῖον τῶν Ἐξωτερικῶν τῆς Αὐστρίας διεβίβασεν εἰς τὰς ἀνωτέρας ἀρχὰς διατάγματα τῆς Δαλματίας καὶ τοῦ πολιτικοῦ ὑπαλλήλων τῶν γειτονικῶν τῆς Αὐστροουγγρικῆς ἀποφάσεως τὴν ἀρχικὴν ταύτην καὶ τὰ 1878 πρὸς ἀπόχρησιν τῆς ἐνώσεως τῆς Βοσνίας καὶ Ἐρζεγοβίνης. [648, 1566, 927, 1720]
headline: ΑΠΟ ΤΟ ΤΡΑΝΣΒΑΑΛ [679, 203, 896, 227]
telegram-credit: (Ἰδιαίτερον τηλεγράφημα τοῦ «Ἐμπρὸς») [674, 792, 901, 805]
